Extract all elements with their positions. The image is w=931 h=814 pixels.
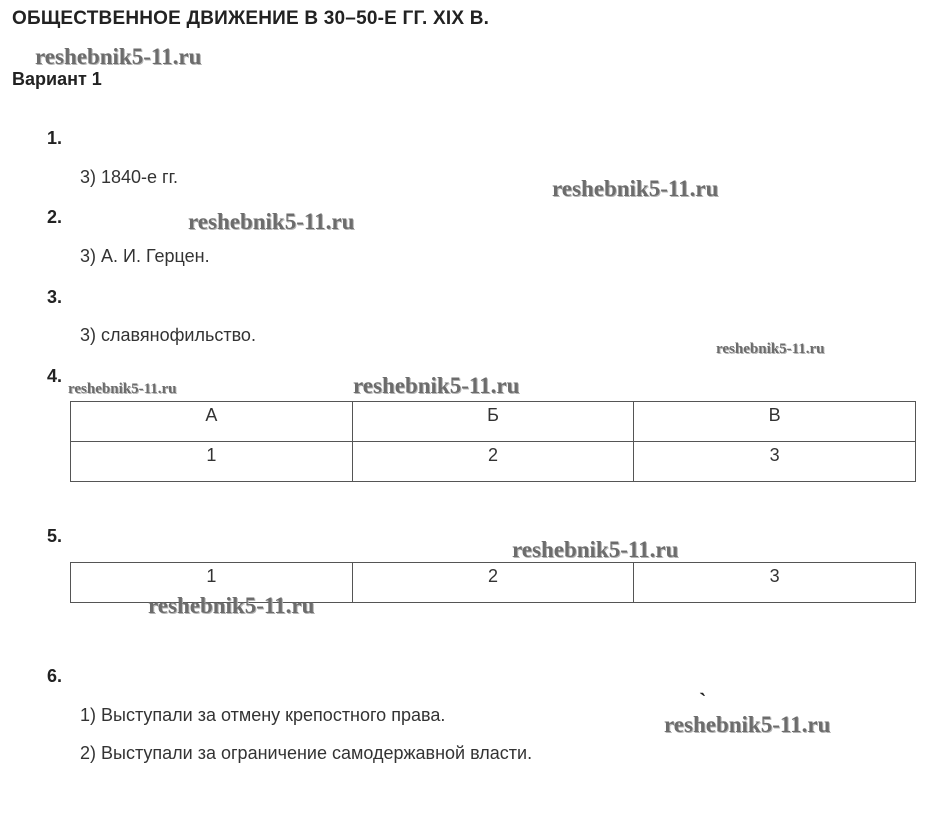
question-number-6: 6. bbox=[47, 666, 63, 686]
watermark: reshebnik5-11.ru bbox=[188, 209, 355, 234]
question-number-1: 1. bbox=[47, 128, 63, 148]
table-cell: 2 bbox=[352, 563, 634, 603]
table-cell: В bbox=[634, 402, 916, 442]
answer-3: 3) славянофильство. bbox=[80, 325, 256, 345]
table-header-row bbox=[71, 402, 916, 442]
watermark: reshebnik5-11.ru bbox=[552, 176, 719, 201]
question-number-4: 4. bbox=[47, 366, 63, 386]
table-cell: Б bbox=[352, 402, 634, 442]
watermark: reshebnik5-11.ru bbox=[353, 373, 520, 398]
watermark: reshebnik5-11.ru bbox=[35, 44, 202, 69]
variant-heading: Вариант 1 bbox=[12, 69, 102, 89]
grave-accent-mark: ` bbox=[699, 688, 707, 713]
answer-6-item-2: 2) Выступали за ограничение самодержавной власти. bbox=[80, 743, 533, 763]
answer-6-item-1: 1) Выступали за отмену крепостного права. bbox=[80, 705, 446, 725]
table-cell: А bbox=[71, 402, 353, 442]
watermark: reshebnik5-11.ru bbox=[68, 381, 177, 397]
watermark: reshebnik5-11.ru bbox=[512, 537, 679, 562]
question-number-2: 2. bbox=[47, 207, 63, 227]
table-cell: 2 bbox=[352, 442, 634, 482]
answer-table-4 bbox=[70, 401, 916, 482]
table-cell: 1 bbox=[71, 563, 353, 603]
watermark: reshebnik5-11.ru bbox=[148, 593, 315, 618]
page-title: ОБЩЕСТВЕННОЕ ДВИЖЕНИЕ В 30–50-Е ГГ. XIX В. bbox=[12, 8, 490, 29]
table-row bbox=[71, 442, 916, 482]
watermark: reshebnik5-11.ru bbox=[664, 712, 831, 737]
table-cell: 3 bbox=[634, 563, 916, 603]
question-number-3: 3. bbox=[47, 287, 63, 307]
answer-2: 3) А. И. Герцен. bbox=[80, 246, 210, 266]
table-cell: 3 bbox=[634, 442, 916, 482]
question-number-5: 5. bbox=[47, 526, 63, 546]
watermark: reshebnik5-11.ru bbox=[716, 341, 825, 357]
table-cell: 1 bbox=[71, 442, 353, 482]
answer-1: 3) 1840-е гг. bbox=[80, 167, 178, 187]
